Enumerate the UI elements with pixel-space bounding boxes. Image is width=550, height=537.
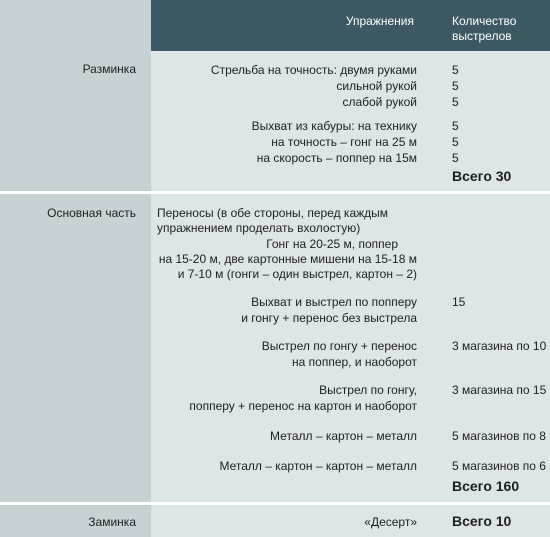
warmup-total: Всего 30 bbox=[452, 168, 512, 184]
exercise-line: упражнением проделать вхолостую) bbox=[157, 221, 361, 235]
exercise-line: Переносы (в обе стороны, перед каждым bbox=[157, 206, 389, 220]
cooldown-total: Всего 10 bbox=[452, 513, 512, 529]
section-label-main: Основная часть bbox=[47, 206, 136, 220]
exercise-line: Металл – картон – картон – металл bbox=[219, 459, 417, 473]
exercise-line: попперу + перенос на картон и наоборот bbox=[189, 399, 417, 413]
main-total: Всего 160 bbox=[452, 478, 520, 494]
shot-count: 5 bbox=[452, 95, 459, 109]
exercise-line: Выстрел по гонгу, bbox=[319, 383, 417, 397]
header-shot-count: Количество выстрелов bbox=[452, 14, 517, 43]
header-exercises: Упражнения bbox=[345, 14, 414, 28]
shot-count: 5 bbox=[452, 135, 459, 149]
section-label-cooldown: Заминка bbox=[88, 515, 136, 529]
section-label-warmup: Разминка bbox=[82, 62, 136, 76]
exercise-line: Выхват из кабуры: на технику bbox=[251, 119, 417, 133]
shot-count: 3 магазина по 10 bbox=[452, 339, 547, 353]
exercise-line: на скорость – поппер на 15м bbox=[256, 151, 417, 165]
exercise-line: слабой рукой bbox=[342, 95, 417, 109]
exercise-line: на 15-20 м, две картонные мишени на 15-18 м bbox=[158, 252, 417, 266]
shot-count: 5 магазинов по 8 bbox=[452, 429, 546, 443]
exercise-line: и гонгу + перенос без выстрела bbox=[241, 311, 417, 325]
exercise-line: Металл – картон – металл bbox=[270, 429, 417, 443]
exercise-line: Выхват и выстрел по попперу bbox=[251, 295, 417, 309]
shot-count: 15 bbox=[452, 295, 466, 309]
section-divider bbox=[0, 502, 550, 505]
shot-count: 3 магазина по 15 bbox=[452, 383, 547, 397]
exercise-line: Выстрел по гонгу + перенос bbox=[261, 339, 417, 353]
exercise-line: и 7-10 м (гонги – один выстрел, картон – 2) bbox=[177, 267, 417, 281]
shot-count: 5 bbox=[452, 151, 459, 165]
shot-count: 5 bbox=[452, 79, 459, 93]
exercise-line: сильной рукой bbox=[336, 79, 417, 93]
exercise-line: Стрельба на точность: двумя руками bbox=[210, 63, 417, 77]
exercise-line: на поппер, и наоборот bbox=[292, 355, 417, 369]
shot-count: 5 bbox=[452, 119, 459, 133]
exercise-line: на точность – гонг на 25 м bbox=[271, 135, 417, 149]
section-divider bbox=[0, 191, 550, 194]
section-label-column bbox=[0, 0, 151, 537]
exercise-line: «Десерт» bbox=[364, 515, 417, 529]
exercise-line: Гонг на 20-25 м, поппер bbox=[266, 237, 398, 251]
shot-count: 5 bbox=[452, 63, 459, 77]
shot-count: 5 магазинов по 6 bbox=[452, 459, 546, 473]
